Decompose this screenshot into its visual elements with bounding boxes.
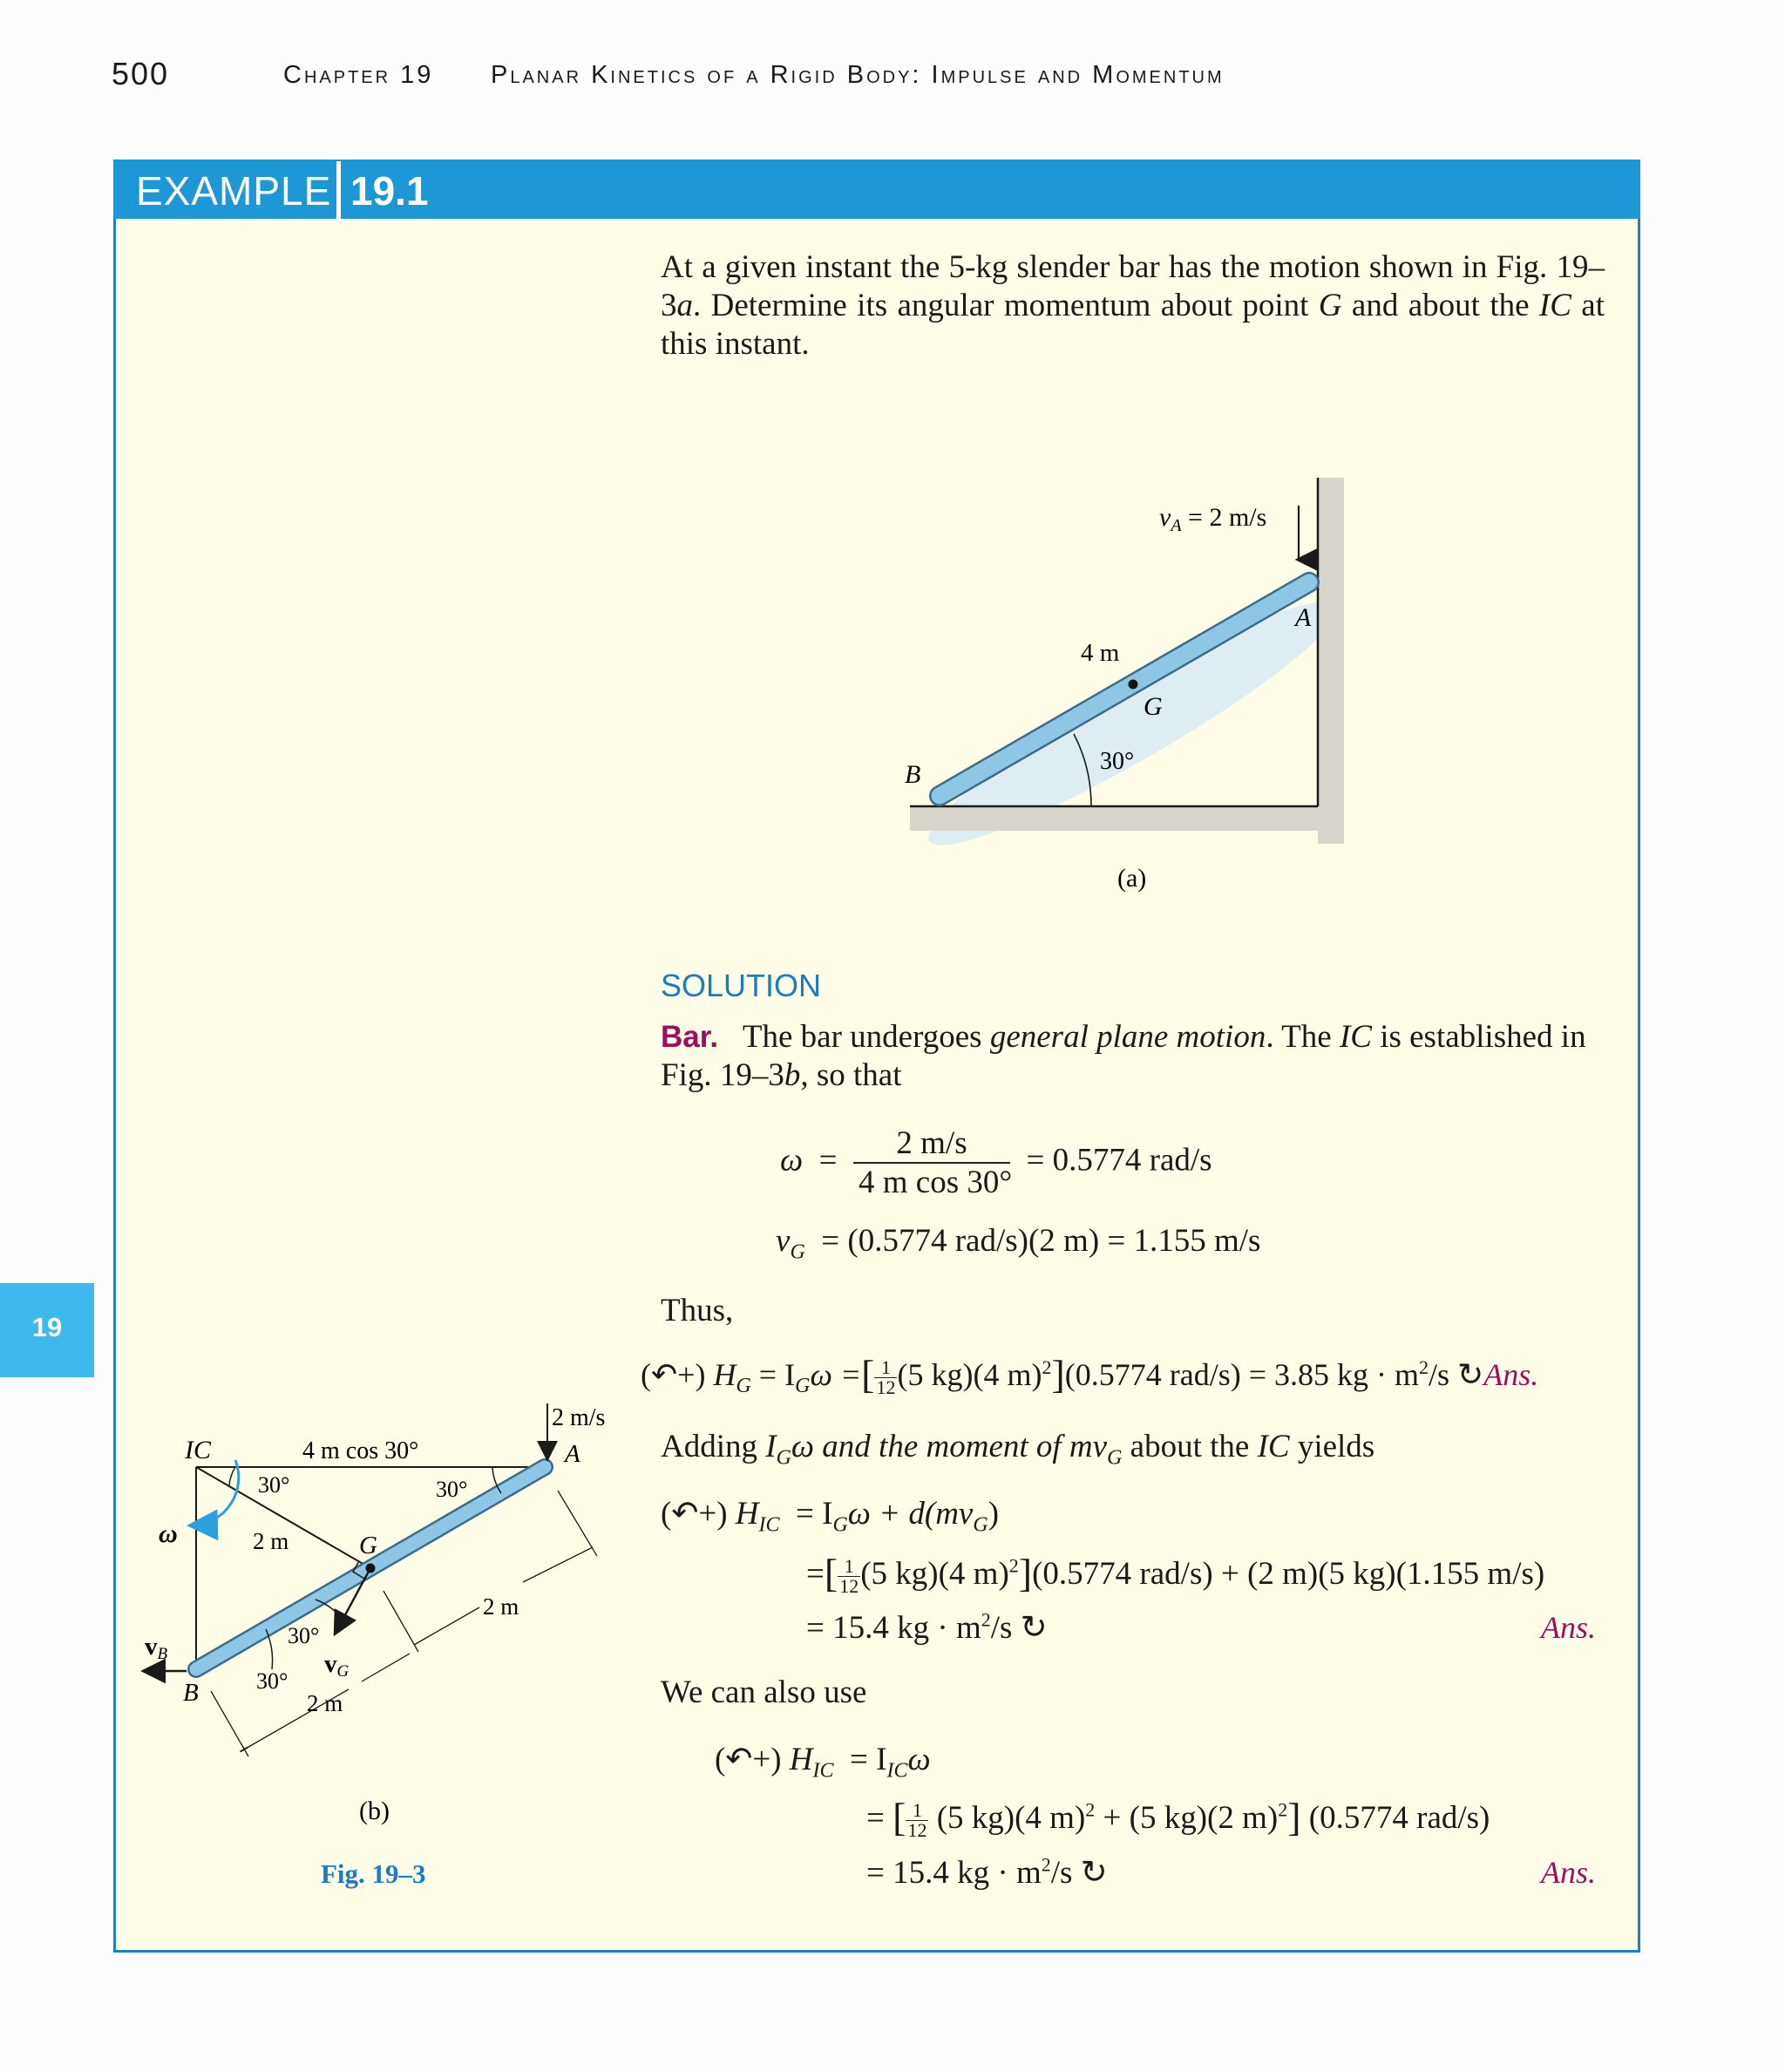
hg-equation: (↶+) $H_G = I_G\omega$ =[ $\frac{1}{12}$ (5 kg)(4 m)$^2$](0.5774 rad/s) = 3.85 kg · $m^2/s$ ↻Ans. bbox=[641, 1352, 1539, 1399]
angle-b-label: 30° bbox=[256, 1668, 288, 1694]
point-g-b-label: G bbox=[359, 1532, 377, 1559]
hic-equation-4: (↶+) $H_{IC} = I_{IC}\omega$ bbox=[715, 1742, 931, 1783]
chapter-title: Planar Kinetics of a Rigid Body: Impulse and Momentum bbox=[491, 61, 1225, 89]
omega-label: ω bbox=[159, 1519, 178, 1548]
example-word: EXAMPLE bbox=[136, 168, 332, 214]
example-number: 19.1 bbox=[350, 168, 429, 214]
omega-equation: ω = $\frac{2 m/s}{\text{4 m cos 30°}}$ = 0.5774 rad/s bbox=[780, 1125, 1212, 1200]
figure-number-label: Fig. 19–3 bbox=[321, 1858, 426, 1889]
center-of-mass-dot bbox=[1129, 680, 1138, 690]
hic-equation-3: = 15.4 kg · $m^2/s$ ↻ bbox=[806, 1608, 1048, 1646]
dim-ext-g bbox=[383, 1591, 418, 1652]
solution-heading: SOLUTION bbox=[661, 968, 822, 1003]
bar-paragraph: Bar. The bar undergoes general plane motion. The IC is established in Fig. 19–3b, so that bbox=[661, 1019, 1586, 1093]
example-header-bar bbox=[113, 160, 1640, 219]
hic-equation-1: (↶+) $H_{IC} = I_G\omega + d(mv_G)$ bbox=[661, 1496, 1000, 1537]
hic-equation-5: = [ $\frac{1}{12}$ (5 kg)(4 m)$^2$ + (5 kg)(2 m)$^2$] (0.5774 rad/s) bbox=[866, 1795, 1490, 1842]
problem-statement: At a given instant the 5-kg slender bar has the motion shown in Fig. 19–3a. Determine its angular momentum about point G and about the IC at this instant. bbox=[661, 249, 1605, 362]
va-label: $v_A = 2$ m/s bbox=[1159, 503, 1267, 535]
figure-b bbox=[131, 1390, 636, 1896]
chapter-label: Chapter 19 bbox=[283, 61, 434, 89]
speed-a-label: 2 m/s bbox=[552, 1404, 606, 1431]
figure-a bbox=[872, 453, 1412, 907]
also-text: We can also use bbox=[661, 1675, 867, 1710]
dim-g-a-label: 2 m bbox=[483, 1593, 519, 1620]
dim-b-g-label: 2 m bbox=[307, 1690, 343, 1716]
dim-b-g-right bbox=[362, 1654, 410, 1681]
answer-hg: Ans. bbox=[1483, 1357, 1539, 1392]
figure-a-caption: (a) bbox=[1117, 864, 1147, 893]
point-g-label: G bbox=[1144, 692, 1163, 721]
dim-ic-g-label: 2 m bbox=[253, 1528, 289, 1554]
example-divider bbox=[336, 161, 341, 219]
vg-label: vG bbox=[324, 1650, 350, 1681]
ic-label: IC bbox=[185, 1436, 211, 1464]
vb-label: vB bbox=[145, 1633, 168, 1663]
angle-a-label: 30° bbox=[436, 1477, 468, 1502]
dim-g-a-right bbox=[523, 1547, 593, 1582]
angle-label: 30° bbox=[1100, 748, 1135, 775]
dim-ext-a bbox=[558, 1491, 597, 1556]
floor-shading bbox=[910, 806, 1344, 831]
angle-arc-ic bbox=[229, 1467, 235, 1486]
dim-g-a-left bbox=[414, 1607, 479, 1645]
top-dimension-label: 4 m cos 30° bbox=[302, 1437, 419, 1464]
point-a-b-label: A bbox=[565, 1440, 580, 1468]
answer-hic-1: Ans. bbox=[1541, 1610, 1596, 1645]
omega-arc bbox=[192, 1460, 239, 1525]
figure-b-caption: (b) bbox=[359, 1797, 390, 1825]
point-a-label: A bbox=[1295, 603, 1312, 632]
dim-ext-b bbox=[211, 1691, 248, 1756]
chapter-tab-number: 19 bbox=[31, 1312, 63, 1342]
vg-equation: $v_G = (0.5774$ rad/s)(2 m) = 1.155 m/s bbox=[776, 1223, 1261, 1264]
point-b-b-label: B bbox=[183, 1679, 199, 1707]
length-label: 4 m bbox=[1081, 639, 1120, 667]
angle-g-label: 30° bbox=[288, 1623, 320, 1648]
hic-equation-6: = 15.4 kg · $m^2/s$ ↻ bbox=[866, 1853, 1108, 1891]
answer-hic-2: Ans. bbox=[1541, 1855, 1596, 1890]
adding-text: Adding $I_G\omega$ and the moment of $mv_G$ about the IC yields bbox=[661, 1429, 1375, 1470]
thus-text: Thus, bbox=[661, 1293, 734, 1328]
point-b-label: B bbox=[905, 760, 921, 789]
page-number: 500 bbox=[112, 56, 170, 92]
hic-equation-2: =[ $\frac{1}{12}$ (5 kg)(4 m)$^2$](0.5774 rad/s) + (2 m)(5 kg)(1.155 m/s) bbox=[806, 1551, 1545, 1598]
wall-shading bbox=[1318, 478, 1344, 844]
angle-ic-label: 30° bbox=[258, 1472, 290, 1498]
